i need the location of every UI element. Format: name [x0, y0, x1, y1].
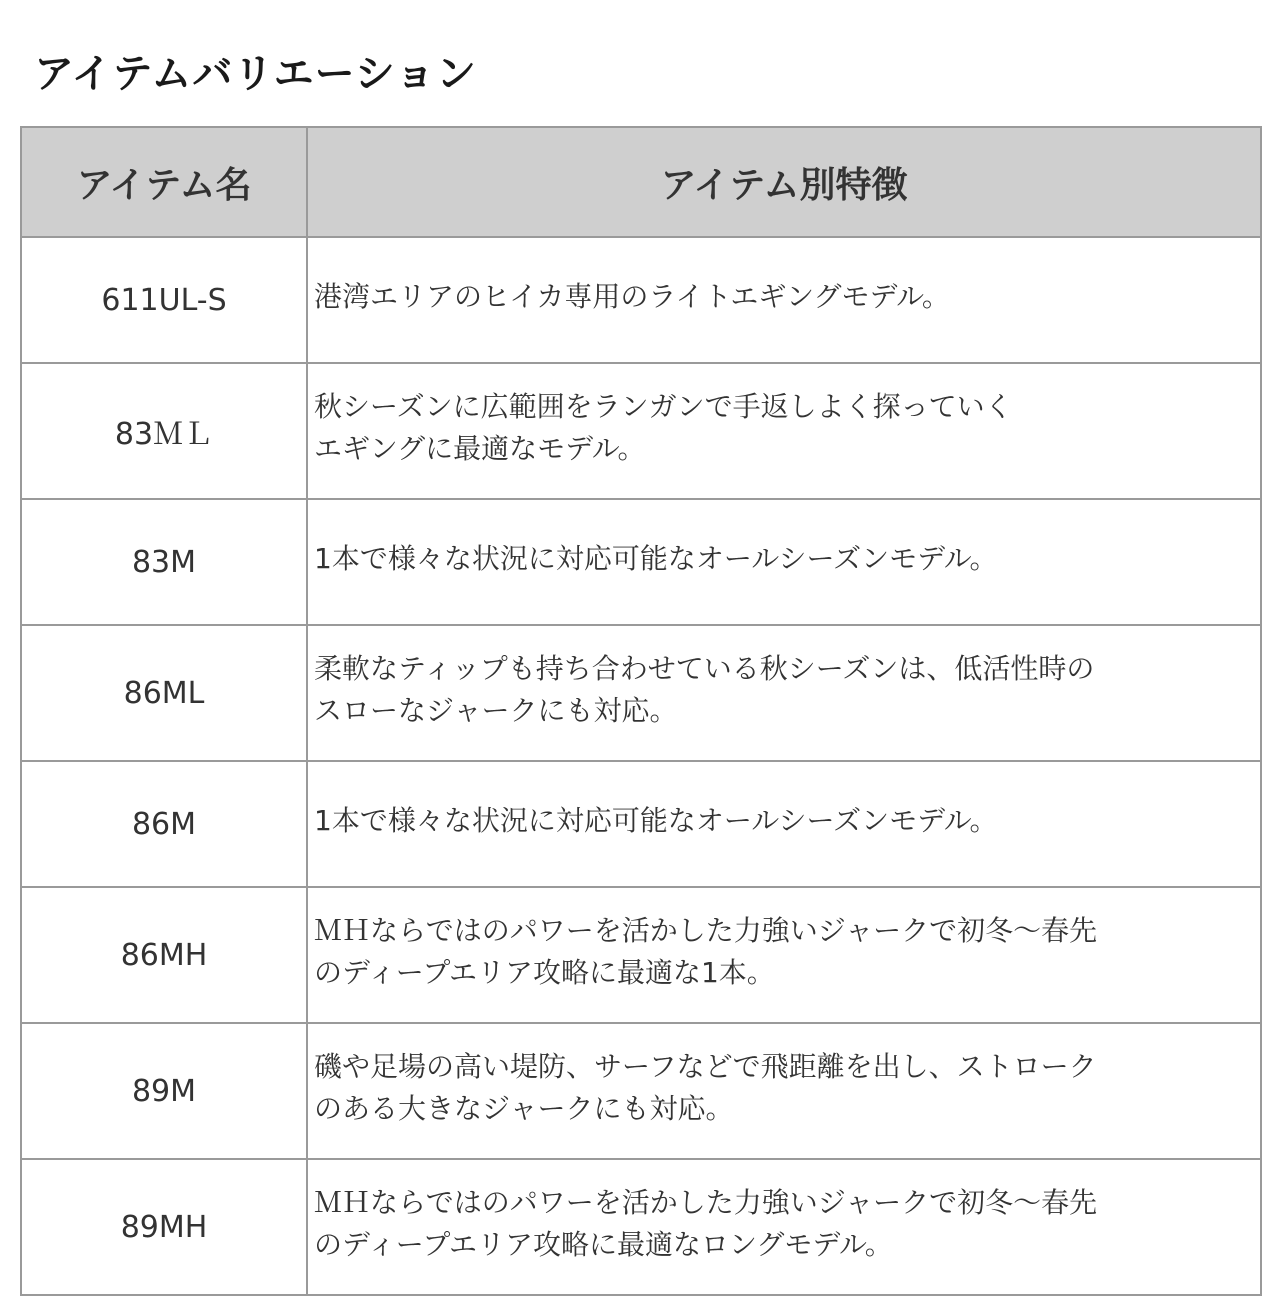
- item-feature-cell: ＭＨならではのパワーを活かした力強いジャークで初冬～春先 のディープエリア攻略に最適なロングモデル。: [307, 1159, 1261, 1295]
- item-name-cell: 86M: [21, 761, 307, 887]
- item-name-cell: 83M: [21, 499, 307, 625]
- table-row: [21, 499, 1261, 625]
- item-name-cell: 86MH: [21, 887, 307, 1023]
- item-feature-cell: 秋シーズンに広範囲をランガンで手返しよく探っていく エギングに最適なモデル。: [307, 363, 1261, 499]
- header-item-name: アイテム名: [21, 127, 307, 237]
- header-item-feature: アイテム別特徴: [307, 127, 1261, 237]
- item-name-cell: 83ＭＬ: [21, 363, 307, 499]
- table-row: [21, 1023, 1261, 1159]
- table-row: [21, 761, 1261, 887]
- item-feature-cell: 磯や足場の高い堤防、サーフなどで飛距離を出し、ストローク のある大きなジャークにも対応。: [307, 1023, 1261, 1159]
- item-feature-cell: ＭＨならではのパワーを活かした力強いジャークで初冬～春先 のディープエリア攻略に最適な1本。: [307, 887, 1261, 1023]
- item-feature-cell: 柔軟なティップも持ち合わせている秋シーズンは、低活性時の スローなジャークにも対応。: [307, 625, 1261, 761]
- page-title: アイテムバリエーション: [34, 51, 477, 97]
- item-variation-table: [20, 126, 1262, 1296]
- item-name-cell: 89M: [21, 1023, 307, 1159]
- item-feature-cell: 1本で様々な状況に対応可能なオールシーズンモデル。: [307, 761, 1261, 887]
- table-row: [21, 887, 1261, 1023]
- table-row: [21, 237, 1261, 363]
- item-name-cell: 86ML: [21, 625, 307, 761]
- table-header-row: [21, 127, 1261, 237]
- table-row: [21, 363, 1261, 499]
- table-row: [21, 1159, 1261, 1295]
- item-feature-cell: 港湾エリアのヒイカ専用のライトエギングモデル。: [307, 237, 1261, 363]
- item-name-cell: 89MH: [21, 1159, 307, 1295]
- item-feature-cell: 1本で様々な状況に対応可能なオールシーズンモデル。: [307, 499, 1261, 625]
- item-name-cell: 611UL-S: [21, 237, 307, 363]
- table-row: [21, 625, 1261, 761]
